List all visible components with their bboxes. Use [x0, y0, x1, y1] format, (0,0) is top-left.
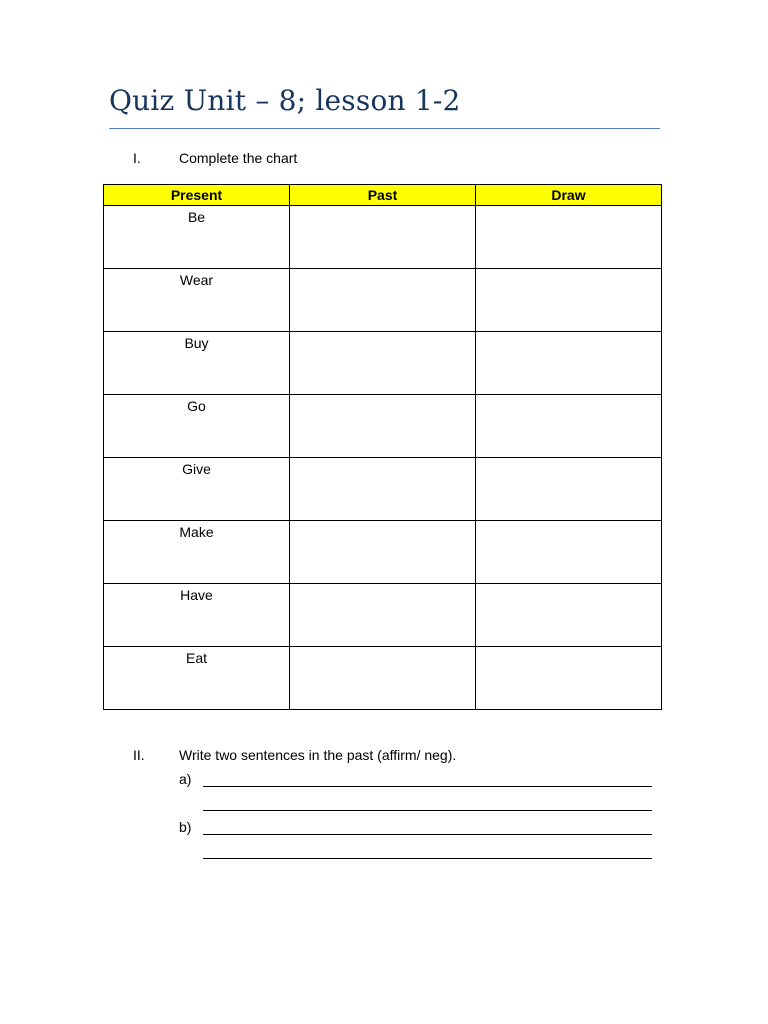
- section-2-number: II.: [133, 747, 145, 763]
- past-cell[interactable]: [290, 269, 476, 332]
- table-row: [104, 332, 662, 395]
- past-cell[interactable]: [290, 458, 476, 521]
- header-past: Past: [290, 185, 476, 206]
- chart-header-row: [104, 185, 662, 206]
- title-underline: [109, 128, 660, 129]
- past-cell[interactable]: [290, 332, 476, 395]
- table-row: [104, 206, 662, 269]
- draw-cell[interactable]: [476, 521, 662, 584]
- draw-cell[interactable]: [476, 269, 662, 332]
- verb-chart: [103, 184, 662, 710]
- item-a-label: a): [179, 771, 192, 787]
- table-row: [104, 395, 662, 458]
- past-cell[interactable]: [290, 584, 476, 647]
- table-row: [104, 458, 662, 521]
- section-2-instruction: Write two sentences in the past (affirm/ neg).: [179, 747, 457, 763]
- answer-line-a1[interactable]: [203, 786, 652, 787]
- present-cell: Be: [104, 206, 290, 269]
- draw-cell[interactable]: [476, 647, 662, 710]
- present-cell: Have: [104, 584, 290, 647]
- table-row: [104, 521, 662, 584]
- present-cell: Make: [104, 521, 290, 584]
- draw-cell[interactable]: [476, 458, 662, 521]
- draw-cell[interactable]: [476, 395, 662, 458]
- past-cell[interactable]: [290, 647, 476, 710]
- table-row: [104, 269, 662, 332]
- draw-cell[interactable]: [476, 332, 662, 395]
- present-cell: Wear: [104, 269, 290, 332]
- answer-line-b2[interactable]: [203, 858, 652, 859]
- table-row: [104, 584, 662, 647]
- present-cell: Go: [104, 395, 290, 458]
- answer-line-b1[interactable]: [203, 834, 652, 835]
- answer-line-a2[interactable]: [203, 810, 652, 811]
- header-present: Present: [104, 185, 290, 206]
- section-1-number: I.: [133, 150, 141, 166]
- past-cell[interactable]: [290, 521, 476, 584]
- present-cell: Eat: [104, 647, 290, 710]
- table-row: [104, 647, 662, 710]
- present-cell: Buy: [104, 332, 290, 395]
- section-1-instruction: Complete the chart: [179, 150, 298, 166]
- draw-cell[interactable]: [476, 584, 662, 647]
- header-draw: Draw: [476, 185, 662, 206]
- past-cell[interactable]: [290, 395, 476, 458]
- page-title: Quiz Unit – 8; lesson 1-2: [109, 84, 461, 117]
- present-cell: Give: [104, 458, 290, 521]
- past-cell[interactable]: [290, 206, 476, 269]
- item-b-label: b): [179, 819, 192, 835]
- draw-cell[interactable]: [476, 206, 662, 269]
